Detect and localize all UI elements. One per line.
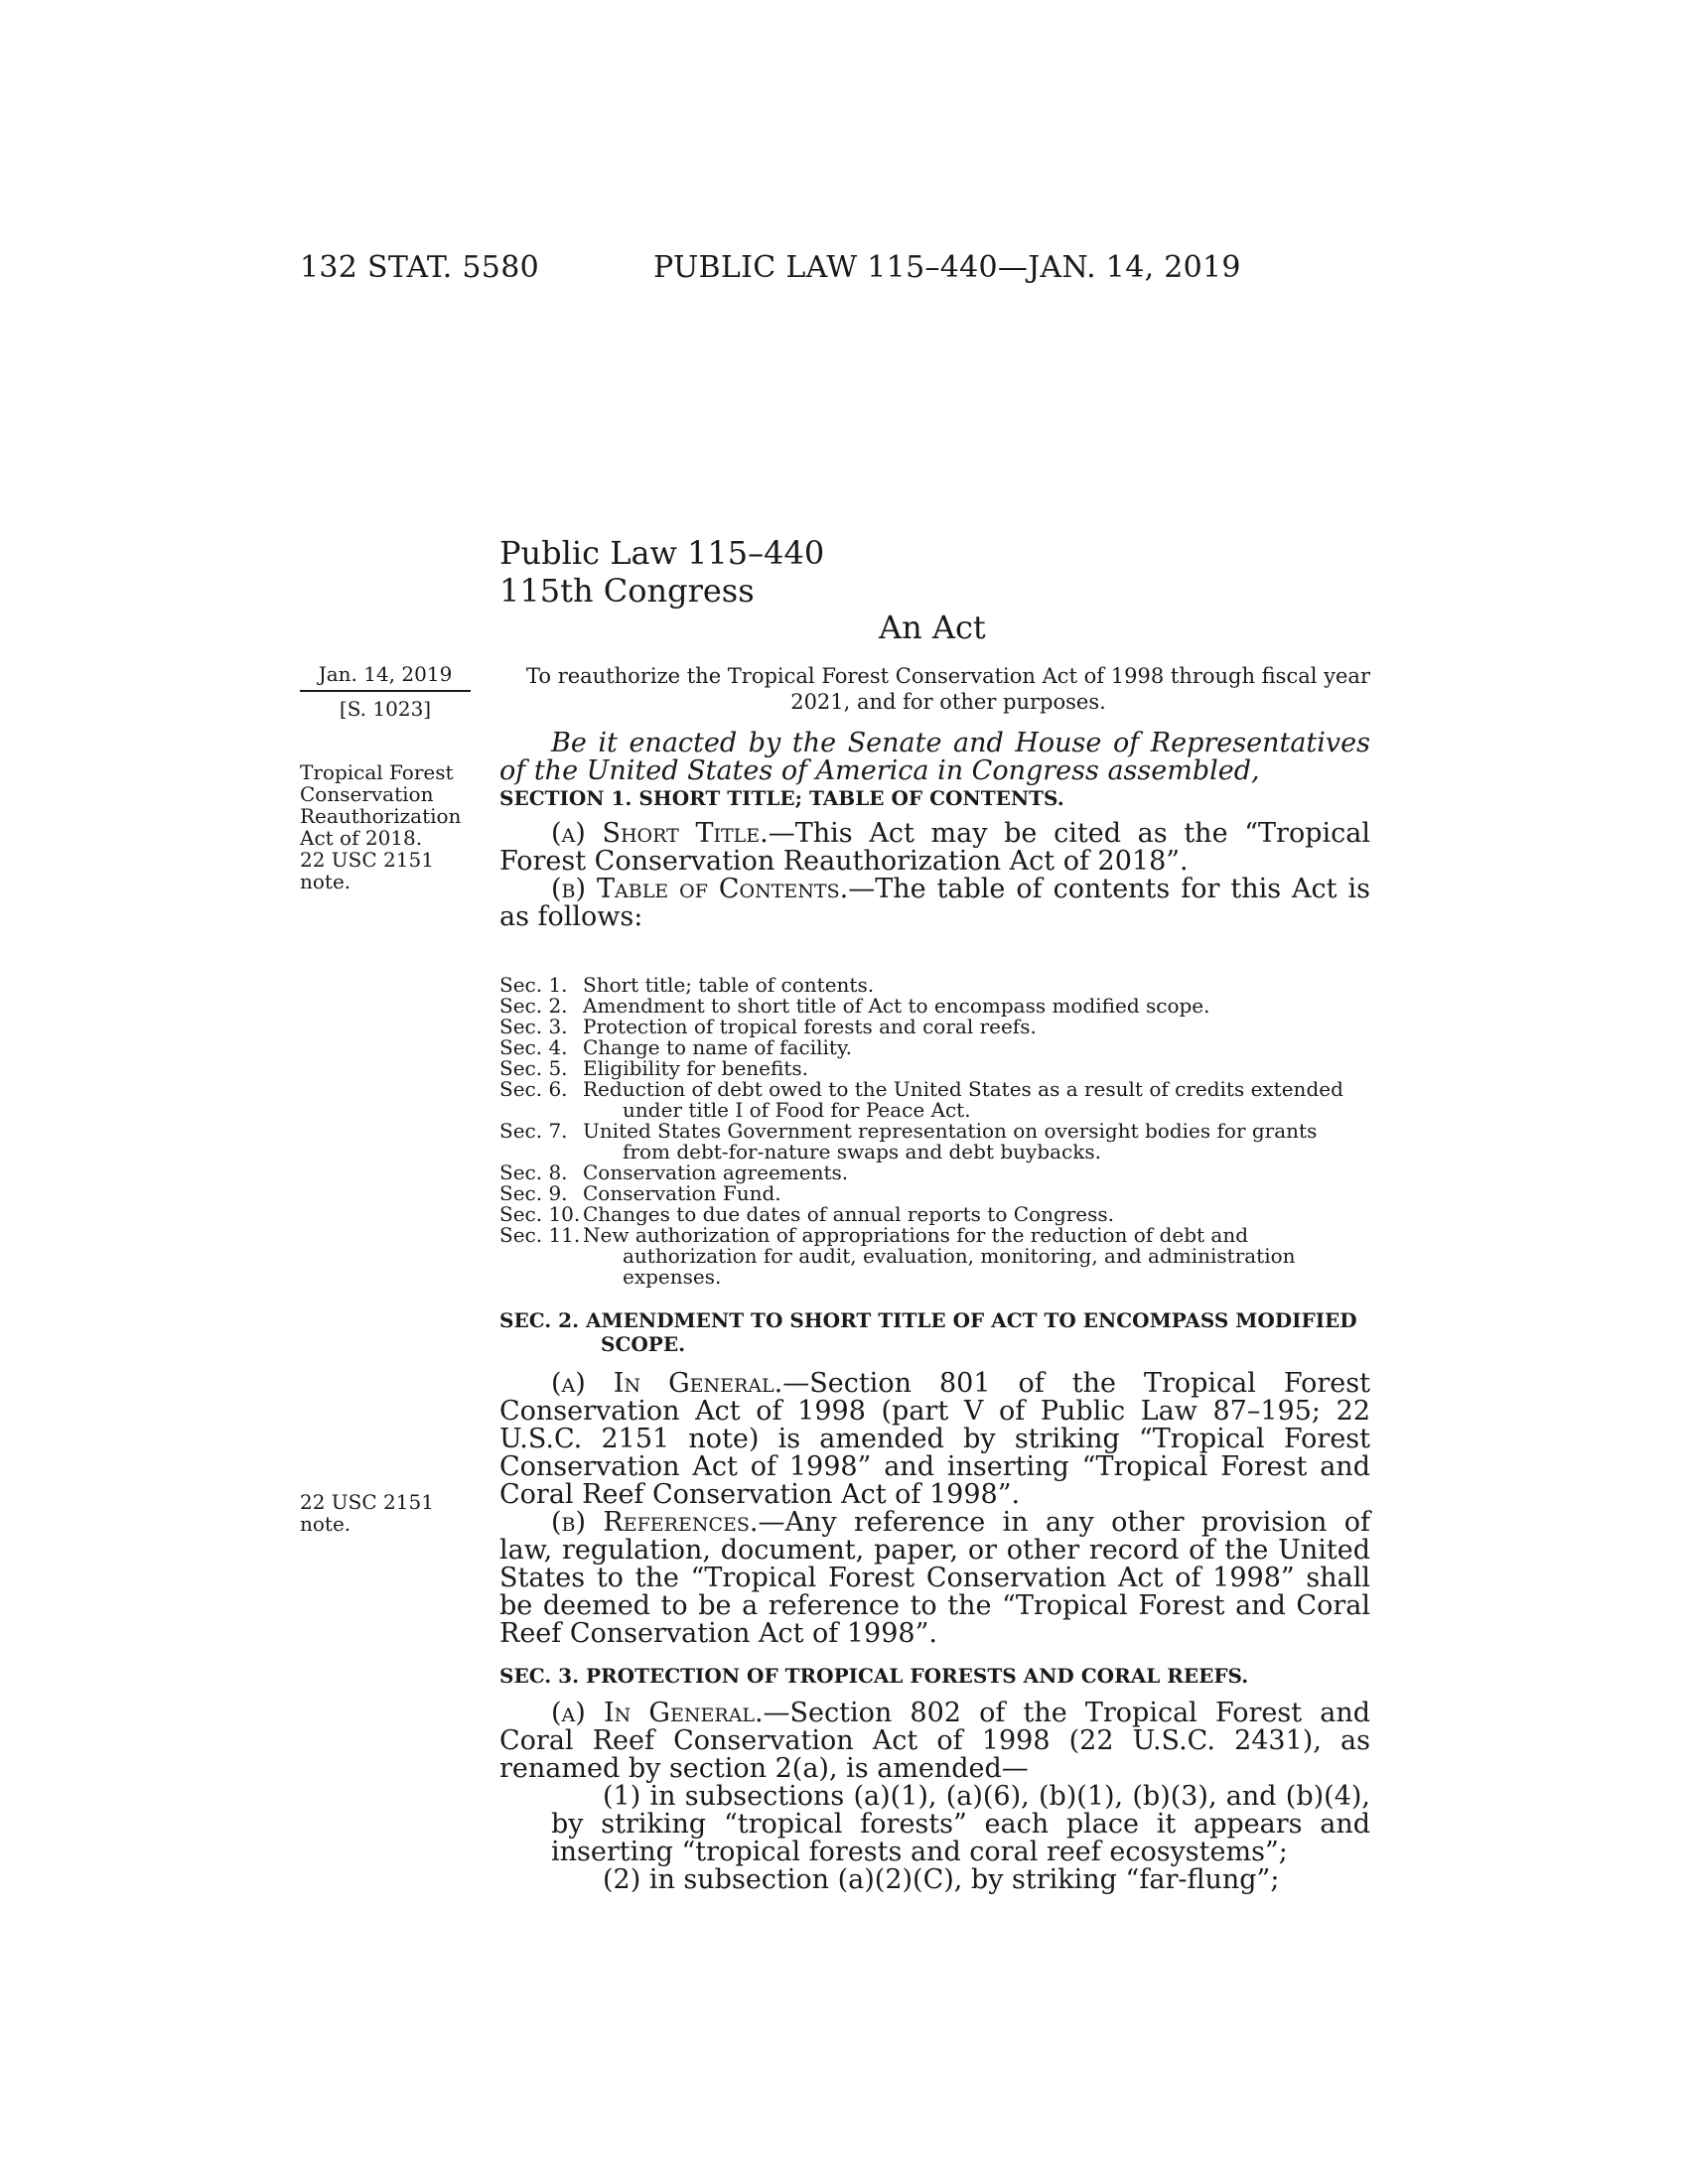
toc-number: Sec. 11. — [499, 1223, 581, 1247]
congress-number: 115th Congress — [499, 572, 755, 610]
toc-number: Sec. 3. — [499, 1015, 568, 1038]
stat-page-number: 132 STAT. 5580 — [300, 250, 539, 285]
table-of-contents — [499, 975, 1370, 1288]
enacting-clause: Be it enacted by the Senate and House of Representatives of the United States of America in Congress assembled, — [499, 728, 1370, 786]
act-purpose: To reauthorize the Tropical Forest Conservation Act of 1998 through fiscal year 2021, and for other purposes. — [526, 664, 1370, 714]
act-heading: An Act — [879, 609, 986, 646]
section-2-subsection-b — [499, 1509, 1370, 1648]
subsection-text: —The table of contents for this Act is as follows: — [499, 874, 1370, 932]
margin-note-short-title — [300, 761, 474, 892]
toc-entry — [499, 975, 1370, 996]
margin-note-line: Tropical Forest — [300, 760, 454, 784]
margin-note-line: 22 USC 2151 — [300, 848, 434, 872]
margin-enactment-date — [300, 661, 471, 722]
toc-number: Sec. 5. — [499, 1056, 568, 1080]
subsection-label: (a) Short Title. — [551, 818, 769, 849]
toc-entry — [499, 1183, 1370, 1204]
toc-number: Sec. 8. — [499, 1160, 568, 1184]
toc-number: Sec. 1. — [499, 973, 568, 997]
toc-text: Amendment to short title of Act to encompass modified scope. — [583, 994, 1210, 1018]
toc-number: Sec. 2. — [499, 994, 568, 1018]
section-3 — [499, 1664, 1370, 1894]
toc-text: United States Government representation on oversight bodies for grants from debt-for-nature swaps and debt buybacks. — [583, 1119, 1318, 1163]
subsection-text: —Section 801 of the Tropical Forest Conservation Act of 1998 (part V of Public Law 87–195; 22 U.S.C. 2151 note) is amended by striking “Tropical Forest Conservation Act of 1998” and inserting “Tropical Forest and Coral Reef Conservation Act of 1998”. — [499, 1368, 1370, 1510]
subsection-label: (a) In General. — [551, 1698, 764, 1728]
toc-text: Protection of tropical forests and coral reefs. — [583, 1015, 1037, 1038]
enactment-date: Jan. 14, 2019 — [318, 662, 453, 686]
toc-number: Sec. 4. — [499, 1035, 568, 1059]
public-law-number: Public Law 115–440 — [499, 534, 825, 572]
toc-text: Eligibility for benefits. — [583, 1056, 808, 1080]
margin-note-line: Reauthorization — [300, 804, 462, 828]
section-1-subsection-a — [499, 820, 1370, 876]
subsection-text: —This Act may be cited as the “Tropical Forest Conservation Reauthorization Act of 2018”. — [499, 818, 1370, 877]
toc-text: Change to name of facility. — [583, 1035, 852, 1059]
toc-text: Short title; table of contents. — [583, 973, 875, 997]
margin-note-line: 22 USC 2151 — [300, 1490, 434, 1514]
section-1-subsection-b — [499, 876, 1370, 931]
toc-text: Reduction of debt owed to the United States as a result of credits extended under title I of Food for Peace Act. — [583, 1077, 1343, 1122]
toc-entry — [499, 1037, 1370, 1058]
subsection-text: —Any reference in any other provision of law, regulation, document, paper, or other record of the United States to the “Tropical Forest Conservation Act of 1998” shall be deemed to be a reference to the “Tropical Forest and Coral Reef Conservation Act of 1998”. — [499, 1507, 1371, 1649]
section-3-paragraph-2: (2) in subsection (a)(2)(C), by striking “far-flung”; — [603, 1864, 1280, 1895]
bill-number: [S. 1023] — [339, 697, 432, 721]
section-3-heading: SEC. 3. PROTECTION OF TROPICAL FORESTS AND CORAL REEFS. — [499, 1664, 1249, 1688]
subsection-label: (b) Table of Contents. — [551, 874, 849, 904]
toc-entry — [499, 996, 1370, 1017]
section-1 — [499, 786, 1370, 931]
section-3-paragraph-1: (1) in subsections (a)(1), (a)(6), (b)(1), (b)(3), and (b)(4), by striking “tropical forests” each place it appears and inserting “tropical forests and coral reef ecosystems”; — [551, 1781, 1370, 1867]
toc-text: Conservation agreements. — [583, 1160, 849, 1184]
section-2-subsection-a — [499, 1370, 1370, 1509]
toc-number: Sec. 9. — [499, 1181, 568, 1205]
margin-note-line: note. — [300, 1512, 352, 1536]
section-2 — [499, 1308, 1370, 1648]
toc-text: New authorization of appropriations for the reduction of debt and authorization for audit, evaluation, monitoring, and administration expenses. — [583, 1223, 1296, 1289]
section-1-heading: SECTION 1. SHORT TITLE; TABLE OF CONTENTS. — [499, 786, 1064, 810]
toc-entry — [499, 1162, 1370, 1183]
toc-number: Sec. 6. — [499, 1077, 568, 1101]
subsection-label: (b) References. — [551, 1507, 759, 1538]
margin-note-line: Act of 2018. — [300, 826, 423, 850]
running-title: PUBLIC LAW 115–440—JAN. 14, 2019 — [653, 250, 1241, 285]
margin-note-usc — [300, 1491, 474, 1535]
subsection-text: —Section 802 of the Tropical Forest and Coral Reef Conservation Act of 1998 (22 U.S.C. 2431), as renamed by section 2(a), is amended— — [499, 1698, 1370, 1784]
toc-entry — [499, 1225, 1370, 1288]
toc-text: Changes to due dates of annual reports to Congress. — [583, 1202, 1115, 1226]
toc-number: Sec. 7. — [499, 1119, 568, 1143]
toc-entry — [499, 1121, 1370, 1162]
title-block — [499, 534, 824, 610]
toc-entry — [499, 1058, 1370, 1079]
toc-entry — [499, 1017, 1370, 1037]
margin-note-line: note. — [300, 870, 352, 893]
section-2-heading: SEC. 2. AMENDMENT TO SHORT TITLE OF ACT TO ENCOMPASS MODIFIED SCOPE. — [499, 1308, 1357, 1356]
margin-note-line: Conservation — [300, 782, 434, 806]
section-3-subsection-a — [499, 1700, 1370, 1783]
date-divider — [300, 690, 471, 692]
toc-number: Sec. 10. — [499, 1202, 581, 1226]
toc-entry — [499, 1079, 1370, 1121]
toc-entry — [499, 1204, 1370, 1225]
toc-text: Conservation Fund. — [583, 1181, 781, 1205]
subsection-label: (a) In General. — [551, 1368, 783, 1399]
